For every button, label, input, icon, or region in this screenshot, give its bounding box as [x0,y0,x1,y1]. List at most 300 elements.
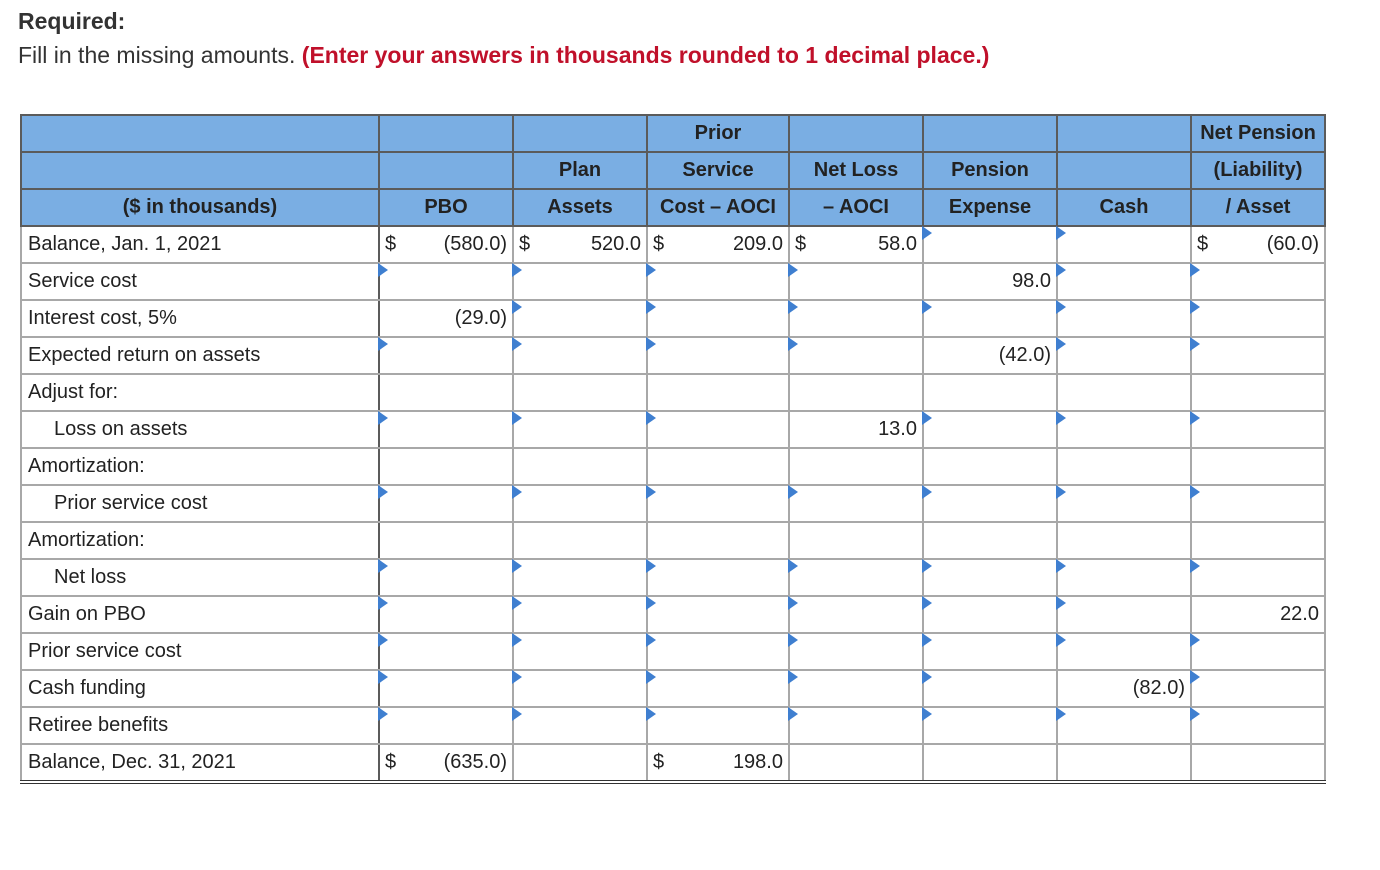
plan-assets-cell [513,522,647,559]
net-pension-liability-asset-cell [1191,522,1325,559]
pension-expense-cell[interactable] [923,707,1057,744]
prior-service-cost-aoci-cell[interactable] [647,559,789,596]
input-marker-icon [788,559,798,573]
header-cell-pension-expense: Pension [923,152,1057,189]
amount [790,634,922,669]
amount [648,449,788,484]
input-marker-icon [1190,633,1200,647]
cash-cell[interactable] [1057,411,1191,448]
net-loss-aoci-cell[interactable] [789,337,923,374]
cash-cell[interactable] [1057,337,1191,374]
amount [514,449,646,484]
net-pension-liability-asset-cell[interactable] [1191,263,1325,300]
plan-assets-cell[interactable] [513,707,647,744]
cash-cell[interactable] [1057,485,1191,522]
plan-assets-cell [513,448,647,485]
amount [924,634,1056,669]
net-pension-liability-asset-cell[interactable] [1191,411,1325,448]
input-marker-icon [1056,226,1066,240]
input-marker-icon [1056,263,1066,277]
amount [648,486,788,521]
input-marker-icon [512,707,522,721]
header-cell-net-loss-aoci [789,115,923,152]
amount [514,412,646,447]
amount-value: 209.0 [732,233,783,255]
amount [1192,523,1324,558]
pbo-cell [379,226,513,263]
instruction-emphasis: (Enter your answers in thousands rounded to 1 decimal place.) [301,42,990,68]
input-marker-icon [646,485,656,499]
row-label: Balance, Dec. 31, 2021 [21,744,379,782]
pbo-cell [379,522,513,559]
pension-expense-cell[interactable] [923,559,1057,596]
header-cell-net-loss-aoci: – AOCI [789,189,923,226]
input-marker-icon [1190,411,1200,425]
pension-worksheet-table [20,114,1326,784]
table-row [21,263,1325,300]
input-marker-icon [1190,263,1200,277]
input-marker-icon [512,670,522,684]
amount [648,560,788,595]
amount [380,375,512,410]
pension-expense-cell[interactable] [923,633,1057,670]
net-pension-liability-asset-cell [1191,596,1325,633]
input-marker-icon [646,559,656,573]
amount [1058,597,1190,632]
amount [514,708,646,743]
row-label: Service cost [21,263,379,300]
amount [1192,301,1324,336]
amount [790,671,922,706]
prior-service-cost-aoci-cell [647,744,789,782]
amount [1058,264,1190,299]
input-marker-icon [646,670,656,684]
net-loss-aoci-cell[interactable] [789,633,923,670]
net-loss-aoci-cell [789,374,923,411]
input-marker-icon [512,263,522,277]
amount [514,301,646,336]
amount [924,412,1056,447]
pension-expense-cell [923,448,1057,485]
net-loss-aoci-cell[interactable] [789,596,923,633]
amount-value: (82.0) [1132,677,1185,699]
currency-symbol: $ [385,751,397,773]
amount-value: (580.0) [443,233,507,255]
input-marker-icon [378,707,388,721]
net-pension-liability-asset-cell [1191,448,1325,485]
table-row [21,559,1325,596]
amount [380,745,512,780]
prior-service-cost-aoci-cell[interactable] [647,337,789,374]
amount [1192,449,1324,484]
input-marker-icon [512,337,522,351]
row-label: Net loss [21,559,379,596]
row-label: Loss on assets [21,411,379,448]
amount [648,264,788,299]
input-marker-icon [1190,485,1200,499]
header-row-3 [21,189,1325,226]
amount [924,375,1056,410]
input-marker-icon [788,263,798,277]
table-row [21,707,1325,744]
input-marker-icon [378,596,388,610]
net-pension-liability-asset-cell[interactable] [1191,559,1325,596]
net-loss-aoci-cell [789,448,923,485]
net-loss-aoci-cell [789,226,923,263]
pension-expense-cell [923,744,1057,782]
header-cell-label: ($ in thousands) [21,189,379,226]
amount [1192,338,1324,373]
pbo-cell [379,448,513,485]
pension-expense-cell [923,263,1057,300]
table-row [21,670,1325,707]
cash-cell[interactable] [1057,707,1191,744]
input-marker-icon [788,596,798,610]
net-loss-aoci-cell [789,411,923,448]
prior-service-cost-aoci-cell[interactable] [647,485,789,522]
amount [514,597,646,632]
input-marker-icon [1190,337,1200,351]
input-marker-icon [922,596,932,610]
plan-assets-cell[interactable] [513,411,647,448]
amount [790,412,922,447]
amount [514,264,646,299]
cash-cell [1057,374,1191,411]
net-loss-aoci-cell [789,522,923,559]
amount [790,375,922,410]
pbo-cell[interactable] [379,707,513,744]
amount-value: 58.0 [878,233,917,255]
pension-expense-cell[interactable] [923,411,1057,448]
cash-cell[interactable] [1057,300,1191,337]
amount [924,449,1056,484]
header-cell-net-pension-liability-asset: (Liability) [1191,152,1325,189]
pbo-cell[interactable] [379,337,513,374]
table-row [21,522,1325,559]
input-marker-icon [922,633,932,647]
amount [514,523,646,558]
net-pension-liability-asset-cell[interactable] [1191,485,1325,522]
amount [380,338,512,373]
amount [1058,338,1190,373]
input-marker-icon [378,559,388,573]
pension-expense-cell[interactable] [923,300,1057,337]
net-pension-liability-asset-cell[interactable] [1191,707,1325,744]
amount [380,449,512,484]
net-pension-liability-asset-cell[interactable] [1191,670,1325,707]
amount [1058,523,1190,558]
net-loss-aoci-cell[interactable] [789,670,923,707]
input-marker-icon [512,300,522,314]
pbo-cell[interactable] [379,596,513,633]
amount [1058,671,1190,706]
pbo-cell[interactable] [379,485,513,522]
plan-assets-cell[interactable] [513,596,647,633]
header-cell-cash [1057,152,1191,189]
input-marker-icon [646,596,656,610]
cash-cell[interactable] [1057,596,1191,633]
amount [380,560,512,595]
pbo-cell [379,744,513,782]
cash-cell [1057,448,1191,485]
row-label: Amortization: [21,448,379,485]
amount-value: (42.0) [998,344,1051,366]
currency-symbol: $ [653,751,665,773]
amount [1058,560,1190,595]
table-row [21,411,1325,448]
amount [1192,597,1324,632]
cash-cell[interactable] [1057,226,1191,263]
input-marker-icon [1056,596,1066,610]
header-cell-net-loss-aoci: Net Loss [789,152,923,189]
input-marker-icon [1056,300,1066,314]
table-row [21,337,1325,374]
prior-service-cost-aoci-cell[interactable] [647,670,789,707]
cash-cell[interactable] [1057,559,1191,596]
input-marker-icon [922,485,932,499]
amount [1192,486,1324,521]
amount [924,671,1056,706]
amount [790,301,922,336]
amount-value: 13.0 [878,418,917,440]
net-loss-aoci-cell[interactable] [789,707,923,744]
cash-cell [1057,670,1191,707]
amount [648,708,788,743]
input-marker-icon [1056,485,1066,499]
table-row [21,485,1325,522]
pension-expense-cell[interactable] [923,226,1057,263]
amount [514,375,646,410]
pbo-cell[interactable] [379,411,513,448]
pension-expense-cell [923,374,1057,411]
header-cell-plan-assets: Assets [513,189,647,226]
amount [924,264,1056,299]
header-cell-net-pension-liability-asset: / Asset [1191,189,1325,226]
plan-assets-cell[interactable] [513,263,647,300]
input-marker-icon [1056,411,1066,425]
amount [1192,227,1324,262]
input-marker-icon [1056,559,1066,573]
pbo-cell[interactable] [379,559,513,596]
amount-value: (635.0) [443,751,507,773]
prior-service-cost-aoci-cell[interactable] [647,596,789,633]
amount [790,523,922,558]
amount [648,634,788,669]
plan-assets-cell[interactable] [513,633,647,670]
input-marker-icon [646,337,656,351]
amount [790,745,922,780]
prior-service-cost-aoci-cell [647,226,789,263]
header-cell-pbo [379,152,513,189]
table-row [21,300,1325,337]
amount [648,375,788,410]
net-loss-aoci-cell[interactable] [789,559,923,596]
currency-symbol: $ [385,233,397,255]
prior-service-cost-aoci-cell[interactable] [647,411,789,448]
pbo-cell[interactable] [379,633,513,670]
net-loss-aoci-cell[interactable] [789,263,923,300]
net-pension-liability-asset-cell[interactable] [1191,633,1325,670]
amount [380,412,512,447]
cash-cell[interactable] [1057,263,1191,300]
input-marker-icon [1056,707,1066,721]
pension-expense-cell[interactable] [923,596,1057,633]
cash-cell [1057,744,1191,782]
input-marker-icon [512,596,522,610]
amount [648,671,788,706]
input-marker-icon [1056,633,1066,647]
amount [790,449,922,484]
pbo-cell[interactable] [379,263,513,300]
input-marker-icon [922,411,932,425]
amount [924,597,1056,632]
amount [790,227,922,262]
plan-assets-cell[interactable] [513,337,647,374]
pension-expense-cell [923,522,1057,559]
input-marker-icon [646,633,656,647]
cash-cell[interactable] [1057,633,1191,670]
header-cell-prior-service-cost-aoci: Service [647,152,789,189]
plan-assets-cell[interactable] [513,485,647,522]
header-row-2 [21,152,1325,189]
amount [1192,634,1324,669]
input-marker-icon [378,670,388,684]
input-marker-icon [788,633,798,647]
pension-expense-cell[interactable] [923,485,1057,522]
pbo-cell [379,300,513,337]
input-marker-icon [922,300,932,314]
instruction-text: Fill in the missing amounts. [18,42,296,68]
row-label: Interest cost, 5% [21,300,379,337]
row-label: Prior service cost [21,633,379,670]
amount [924,560,1056,595]
header-cell-label [21,115,379,152]
input-marker-icon [646,300,656,314]
prior-service-cost-aoci-cell[interactable] [647,263,789,300]
pension-expense-cell[interactable] [923,670,1057,707]
amount [1058,227,1190,262]
prior-service-cost-aoci-cell[interactable] [647,707,789,744]
input-marker-icon [922,707,932,721]
header-cell-pension-expense: Expense [923,189,1057,226]
net-loss-aoci-cell[interactable] [789,485,923,522]
currency-symbol: $ [519,233,531,255]
row-label: Expected return on assets [21,337,379,374]
amount [648,301,788,336]
net-loss-aoci-cell [789,744,923,782]
row-label: Prior service cost [21,485,379,522]
prior-service-cost-aoci-cell [647,522,789,559]
header-cell-plan-assets [513,115,647,152]
input-marker-icon [1190,707,1200,721]
table-row [21,226,1325,263]
cash-cell [1057,522,1191,559]
input-marker-icon [788,707,798,721]
input-marker-icon [922,226,932,240]
amount [1058,745,1190,780]
net-pension-liability-asset-cell [1191,374,1325,411]
table-row [21,744,1325,782]
required-title: Required: [18,8,126,34]
amount [1058,708,1190,743]
amount [790,560,922,595]
table-row [21,633,1325,670]
net-pension-liability-asset-cell [1191,744,1325,782]
currency-symbol: $ [653,233,665,255]
input-marker-icon [922,670,932,684]
input-marker-icon [1056,337,1066,351]
input-marker-icon [788,670,798,684]
amount [924,745,1056,780]
amount [514,745,646,780]
amount [648,745,788,780]
input-marker-icon [788,485,798,499]
amount [1058,486,1190,521]
amount [648,412,788,447]
input-marker-icon [512,559,522,573]
amount [790,264,922,299]
input-marker-icon [646,411,656,425]
amount [648,523,788,558]
amount [924,301,1056,336]
input-marker-icon [378,633,388,647]
amount [1192,708,1324,743]
amount [380,597,512,632]
amount-value: 520.0 [590,233,641,255]
row-label: Cash funding [21,670,379,707]
amount [514,227,646,262]
amount [1058,375,1190,410]
input-marker-icon [922,559,932,573]
header-cell-prior-service-cost-aoci: Prior [647,115,789,152]
amount [648,338,788,373]
header-cell-plan-assets: Plan [513,152,647,189]
plan-assets-cell [513,374,647,411]
amount [380,264,512,299]
net-loss-aoci-cell[interactable] [789,300,923,337]
amount [380,671,512,706]
row-label: Balance, Jan. 1, 2021 [21,226,379,263]
header-cell-label [21,152,379,189]
amount [1192,375,1324,410]
input-marker-icon [378,263,388,277]
amount [790,597,922,632]
amount [924,486,1056,521]
net-pension-liability-asset-cell[interactable] [1191,300,1325,337]
prior-service-cost-aoci-cell[interactable] [647,633,789,670]
net-pension-liability-asset-cell[interactable] [1191,337,1325,374]
prior-service-cost-aoci-cell[interactable] [647,300,789,337]
pension-expense-cell [923,337,1057,374]
input-marker-icon [1190,300,1200,314]
plan-assets-cell [513,744,647,782]
amount [924,338,1056,373]
plan-assets-cell[interactable] [513,670,647,707]
plan-assets-cell[interactable] [513,559,647,596]
amount-value: 98.0 [1012,270,1051,292]
plan-assets-cell[interactable] [513,300,647,337]
input-marker-icon [646,707,656,721]
pbo-cell[interactable] [379,670,513,707]
amount [380,301,512,336]
amount [790,708,922,743]
prior-service-cost-aoci-cell [647,448,789,485]
amount [514,634,646,669]
pbo-cell [379,374,513,411]
amount [1058,449,1190,484]
amount [790,338,922,373]
amount-value: (60.0) [1266,233,1319,255]
